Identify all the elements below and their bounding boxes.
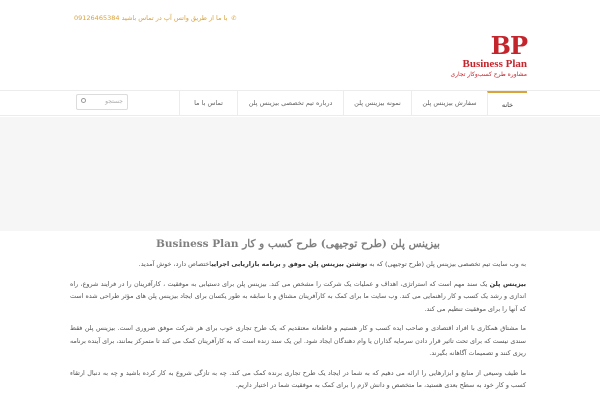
site-logo[interactable] <box>450 31 527 82</box>
nav-item-contact[interactable]: تماس با ما <box>179 91 237 115</box>
bold-term: بیزینس پلن <box>489 279 526 288</box>
main-content <box>70 238 526 399</box>
paragraph-definition <box>70 278 526 316</box>
hero-banner <box>0 117 600 231</box>
logo-name: Business Plan <box>462 58 527 70</box>
top-bar <box>0 0 600 28</box>
intro-text-end: اختصاص دارد، خوش آمدید. <box>138 260 212 268</box>
definition-text: یک سند مهم است که استراتژی، اهداف و عملیات یک شرکت را مشخص می کند. بیزینس پلن برای دستیابی به موفقیت ، کارآفرینان را در فرایند شروع، راه اندازی و رشد یک کسب و کار راهنمایی می کند. وب سایت ما برای کمک به کارآفرینان مشتاق و با سابقه به طور یکسان برای ایجاد بیزینس پلن های مؤثر طراحی شده است که آنها را برای موفقیت تنظیم می کند. <box>70 279 526 313</box>
logo-tagline: مشاوره طرح کسب‌وکار تجاری <box>450 71 527 78</box>
paragraph-mission: ما مشتاق همکاری با افراد اقتصادی و صاحب ایده کسب و کار هستیم و قاطعانه معتقدیم که یک طرح تجاری خوب برای هر شرکت موفق ضروری است. بیزینس پلن فقط سندی نیست که برای تحت تاثیر قرار دادن سرمایه گذاران یا وام دهندگان ایجاد شود. این یک سند زنده است که به کارآفرینان کمک می کند تا متمرکز بمانند، برای آینده برنامه ریزی کنند و تصمیمات آگاهانه بگیرند. <box>70 324 526 357</box>
search-icon[interactable] <box>81 98 86 103</box>
intro-text: به وب سایت تیم تخصصی بیزینس پلن (طرح توجیهی) که به <box>367 260 526 268</box>
search-input[interactable]: جستجو <box>76 94 128 110</box>
nav-item-samples[interactable]: نمونه بیزینس پلن <box>343 91 411 115</box>
intro-conjunction: و <box>280 260 288 268</box>
main-nav <box>0 90 600 116</box>
nav-item-order[interactable]: سفارش بیزینس پلن <box>411 91 487 115</box>
contact-text: با ما از طریق واتس آپ در تماس باشید 09126465384 <box>74 14 228 22</box>
nav-item-home[interactable]: خانه <box>487 91 527 115</box>
nav-item-about[interactable]: درباره تیم تخصصی بیزینس پلن <box>237 91 343 115</box>
paragraph-resources: ما طیف وسیعی از منابع و ابزارهایی را ارائه می دهیم که به شما در ایجاد یک طرح تجاری برنده کمک می کند. چه به تازگی شروع به کار کرده باشید و چه به دنبال ارتقاء کسب و کار خود به سطح بعدی هستید، ما متخصص و دانش لازم را برای کمک به موفقیت شما در اختیار داریم. <box>70 368 526 389</box>
page-title: بیزینس پلن (طرح توجیهی) طرح کسب و کار Business Plan <box>156 238 440 250</box>
phone-icon: ✆ <box>231 15 237 22</box>
intro-paragraph <box>70 258 526 271</box>
bold-link-business-plan[interactable]: نوشتن بیزینس پلن موفق <box>287 260 368 268</box>
logo-mark: BP <box>490 31 527 60</box>
whatsapp-contact[interactable] <box>74 14 236 22</box>
bold-link-marketing[interactable]: برنامه بازاریابی اجرایی <box>211 260 281 268</box>
